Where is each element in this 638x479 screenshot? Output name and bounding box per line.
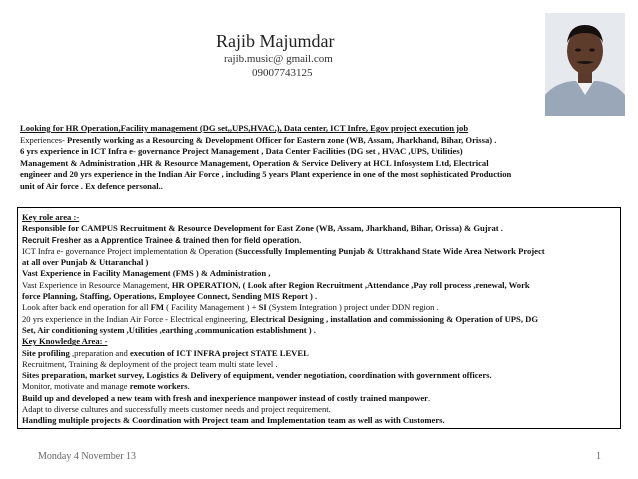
role-text-bold: (Successfully Implementing Punjab & Uttrakhand State Wide Area Network Project — [235, 245, 545, 256]
role-text-bold: SI — [258, 302, 267, 313]
key-role-box — [17, 207, 621, 429]
knowledge-line — [22, 393, 616, 404]
summary-line: 6 yrs experience in ICT Infra e- governance Project Management , Data Center Facilities (DG set , HVAC ,UPS, Utilities) — [20, 146, 463, 157]
resume-name: Rajib Majumdar — [216, 31, 335, 51]
role-line — [22, 280, 616, 291]
knowledge-line: Handling multiple projects & Coordination with Project team and Implementation team as well as with Customers. — [22, 415, 445, 426]
summary-line: Management & Administration ,HR & Resource Management, Operation & Service Delivery at HCL Infosystem Ltd, Electrical — [20, 157, 489, 168]
knowledge-line — [22, 381, 616, 392]
role-text-bold: Electrical Designing , installation and commissioning & Operation of UPS, DG — [250, 313, 539, 324]
knowledge-line: Sites preparation, market survey, Logistics & Delivery of equipment, vender negotiation, coordination with government officers. — [22, 370, 492, 381]
summary-line: engineer and 20 yrs experience in the Indian Air Force , including 5 years Plant experience in one of the most sophisticated Production — [20, 169, 512, 180]
knowledge-text: ,preparation and — [71, 347, 130, 358]
knowledge-text: . — [428, 392, 431, 403]
experience-line — [20, 135, 620, 147]
page-number: 1 — [596, 451, 601, 462]
role-text: 20 yrs experience in the Indian Air Force - Electrical engineering, — [22, 313, 251, 324]
knowledge-text: . — [187, 381, 190, 392]
key-role-heading: Key role area :- — [22, 212, 80, 222]
role-line — [22, 314, 616, 325]
knowledge-text-bold: remote workers — [129, 381, 188, 392]
role-text: (System Integration ) project under DDN region . — [266, 302, 439, 313]
role-line: force Planning, Staffing, Operations, Employee Connect, Sending MIS Report ) . — [22, 291, 318, 302]
knowledge-text-bold: Site profiling — [22, 347, 72, 358]
phone-number: 09007743125 — [252, 67, 313, 79]
knowledge-text: Monitor, motivate and manage — [22, 381, 130, 392]
role-text: Look after back end operation for all — [22, 302, 151, 313]
footer-date: Monday 4 November 13 — [38, 451, 137, 462]
summary-section — [20, 123, 620, 193]
experience-text: Presently working as a Resourcing & Development Officer for Eastern zone (WB, Assam, Jharkhand, Bihar, Orissa) . — [64, 134, 497, 145]
knowledge-line: Adapt to diverse cultures and successfully meets customer needs and project requirement. — [22, 404, 331, 415]
knowledge-line — [22, 348, 616, 359]
profile-photo-graphic — [545, 13, 625, 116]
role-text: Vast Experience in Resource Management, — [22, 279, 172, 290]
role-line — [22, 246, 616, 257]
role-text-bold: HR OPERATION, ( Look after Region Recruitment ,Attendance ,Pay roll process ,renewal, Work — [171, 279, 530, 290]
role-line — [22, 302, 616, 313]
role-text: ( Facility Management ) + — [164, 302, 259, 313]
job-objective-heading: Looking for HR Operation,Facility management (DG set,,UPS,HVAC,), Data center, ICT Infre, Egov project execution job — [20, 123, 469, 133]
profile-photo — [545, 13, 625, 116]
role-line: Responsible for CAMPUS Recruitment & Resource Development for East Zone (WB, Assam, Jharkhand, Bihar, Orissa) & Gujrat . — [22, 223, 503, 234]
knowledge-text-bold: execution of ICT INFRA project STATE LEVEL — [129, 347, 309, 358]
role-line: Vast Experience in Facility Management (FMS ) & Administration , — [22, 268, 271, 279]
role-text-bold: FM — [150, 302, 164, 313]
role-text: ICT Infra e- governance Project implementation & Operation — [22, 245, 236, 256]
knowledge-heading: Key Knowledge Area: - — [22, 336, 108, 347]
knowledge-line: Recruitment, Training & deployment of the project team multi state level . — [22, 358, 278, 369]
role-line: at all over Punjab & Uttaranchal ) — [22, 257, 149, 268]
experience-label: Experiences- — [20, 134, 65, 145]
summary-line: unit of Air force . Ex defence personal.. — [20, 180, 163, 191]
email-address: rajib.music@ gmail.com — [224, 53, 333, 65]
knowledge-text-bold: Build up and developed a new team with fresh and inexperience manpower instead of costly trained manpower — [22, 392, 428, 403]
role-line: Recruit Fresher as a Apprentice Trainee & trained then for field operation. — [22, 235, 302, 245]
role-line: Set, Air conditioning system ,Utilities ,earthing ,communication establishment ) . — [22, 324, 316, 335]
